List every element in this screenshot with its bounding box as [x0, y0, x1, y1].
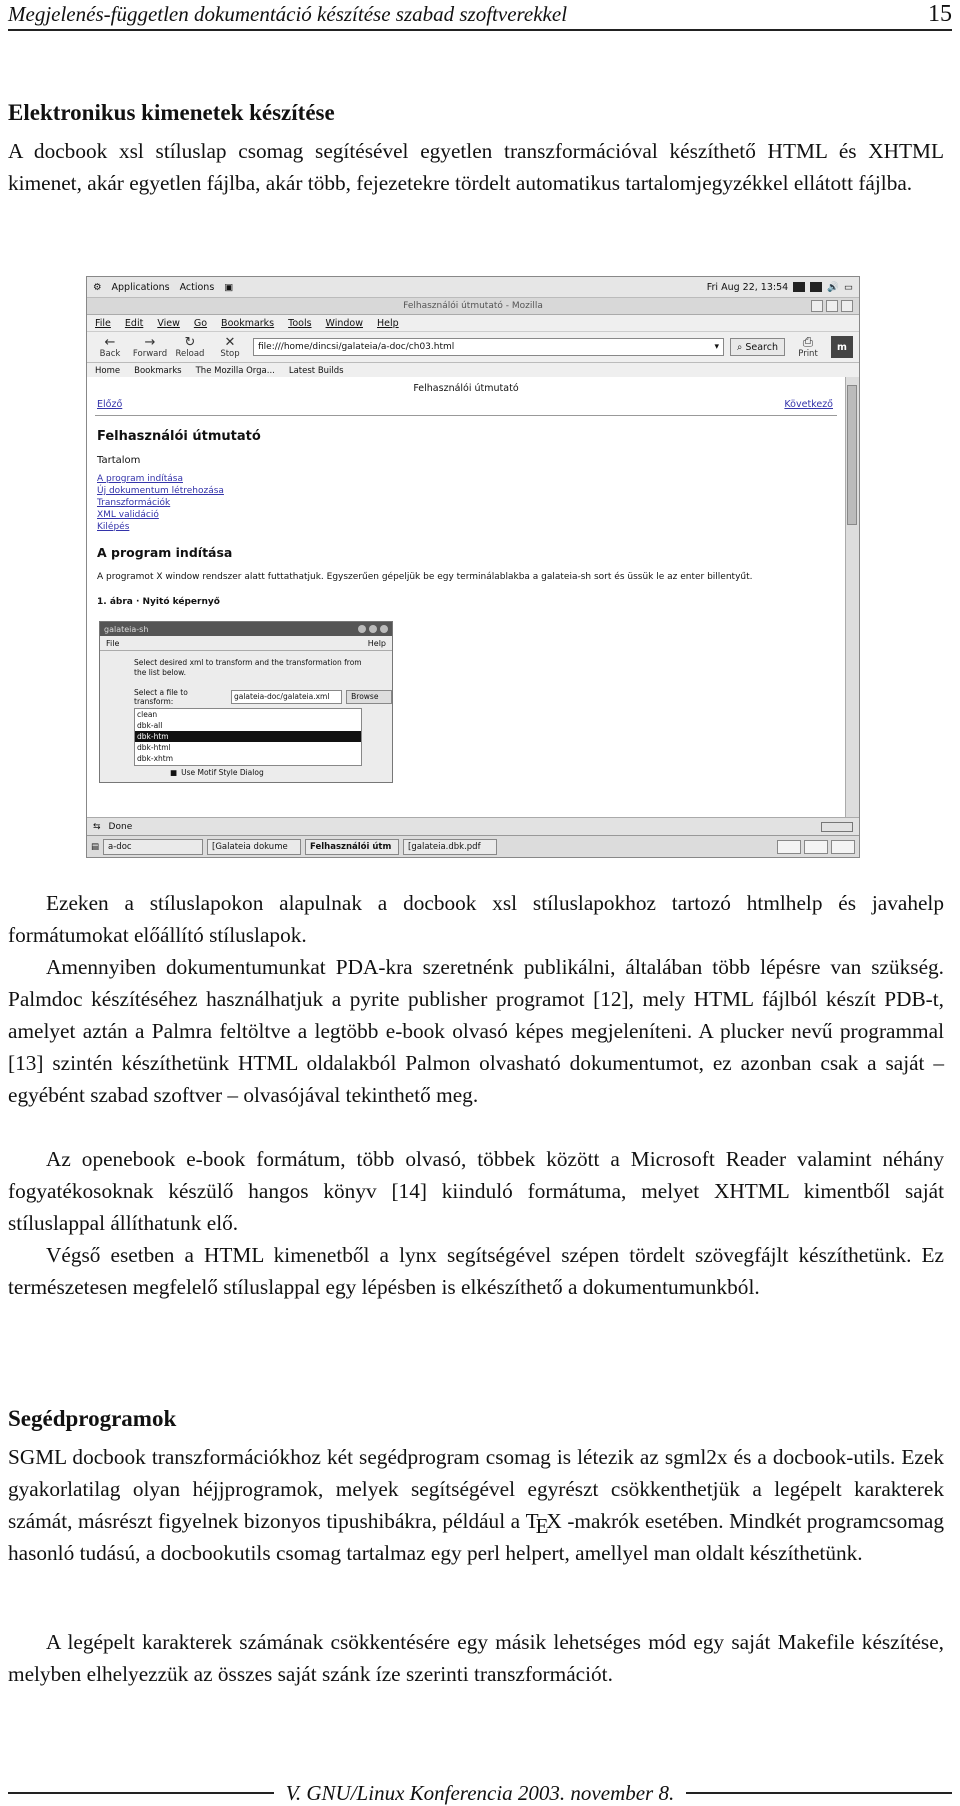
dialog-titlebar	[100, 622, 392, 636]
search-label: Search	[745, 341, 778, 353]
menu-view: View	[157, 317, 180, 329]
url-text: file:///home/dincsi/galateia/a-doc/ch03.html	[258, 342, 455, 352]
show-desktop-icon: ▤	[91, 841, 100, 852]
menu-edit: Edit	[124, 317, 144, 329]
clock: Fri Aug 22, 13:54	[706, 281, 789, 293]
actions-menu: Actions	[179, 281, 215, 293]
browser-titlebar	[87, 298, 859, 315]
menu-window: Window	[325, 317, 363, 329]
back-label: Back	[99, 348, 121, 359]
launcher-icon: ▣	[224, 281, 234, 293]
toc-link: Transzformációk	[97, 498, 171, 508]
forward-label: Forward	[132, 348, 168, 359]
search-icon: ⌕	[737, 341, 743, 353]
menu-bookmarks: Bookmarks	[221, 317, 275, 329]
reload-button	[173, 336, 207, 359]
list-item: dbk-xhtm	[137, 754, 174, 763]
desktop-panel	[87, 277, 859, 298]
dialog-transform-list	[134, 708, 362, 766]
section-heading-elektronikus: Elektronikus kimenetek készítése	[8, 100, 335, 125]
dialog-title: galateia-sh	[104, 624, 149, 634]
dialog-browse-button: Browse	[346, 690, 392, 704]
desktop-taskbar	[87, 835, 859, 857]
bookmark-mozilla-org: The Mozilla Orga...	[195, 366, 275, 376]
paragraph: Végső esetben a HTML kimenetből a lynx segítségével szépen tördelt szövegfájlt készíthetünk. Ez természetesen megfelelő stíluslappal egy lépésben is elkészíthető a dokumentumunkból.	[8, 1243, 944, 1299]
pager-icon	[831, 840, 855, 854]
browser-menubar	[87, 315, 859, 332]
back-arrow-icon: ←	[104, 334, 116, 350]
forward-arrow-icon: →	[144, 334, 156, 350]
taskbar-item: a-doc	[103, 839, 203, 855]
footer-rule	[686, 1792, 952, 1794]
list-item: dbk-html	[137, 743, 171, 752]
pager-icon	[777, 840, 801, 854]
checkbox-label: Use Motif Style Dialog	[181, 768, 264, 777]
menu-go: Go	[193, 317, 208, 329]
search-button	[730, 338, 785, 356]
workspace-icon	[810, 282, 822, 292]
toc-links	[97, 473, 224, 533]
print-button	[791, 336, 825, 359]
dialog-menu-help: Help	[367, 638, 386, 648]
taskbar-item: [galateia.dbk.pdf	[403, 839, 497, 855]
mozilla-logo-icon: m	[831, 336, 853, 358]
paragraph-text: -makrók esetében. Mindkét programcsomag hasonló tudású, a docbookutils csomag tartalmaz egy perl helpert, amellyel man oldalt készíthetünk.	[8, 1509, 944, 1565]
footer-rule	[8, 1792, 274, 1794]
taskbar-item-active: Felhasználói útm	[305, 839, 399, 855]
taskbar-item: [Galateia dokume	[207, 839, 301, 855]
page-header	[8, 0, 952, 31]
divider	[95, 415, 837, 416]
tex-letter: X	[546, 1509, 562, 1533]
paragraph: Amennyiben dokumentumunkat PDA-kra szeretnénk publikálni, általában több lépésre van szükség. Palmdoc készítéséhez használhatjuk a pyrite publisher programot [12], mely HTML fájlból készít PDB-t, amelyet aztán a Palmra feltöltve a legtöbb e-book olvasó képes megjeleníteni. A plucker nevű programmal [13] szintén készíthetünk HTML oldalakból Palmon olvasható dokumentumot, ez azonban csak a saját – egyébént szabad szoftver – olvasójával tekinthető meg.	[8, 955, 944, 1107]
dialog-menu-file: File	[106, 638, 120, 648]
prev-link: Előző	[97, 399, 123, 410]
stop-icon: ✕	[224, 334, 236, 350]
doc-section-title: A program indítása	[97, 545, 233, 560]
dialog-text-line: the list below.	[134, 668, 186, 677]
doc-title: Felhasználói útmutató	[97, 429, 261, 444]
dialog-file-label: Select a file to transform:	[134, 688, 188, 706]
url-bar	[253, 338, 724, 356]
toc-link: Új dokumentum létrehozása	[97, 486, 224, 496]
reload-label: Reload	[175, 348, 205, 359]
print-label: Print	[798, 348, 818, 359]
doc-figure-caption: 1. ábra · Nyitó képernyő	[97, 597, 220, 607]
stop-button	[213, 336, 247, 359]
forward-button	[133, 336, 167, 359]
tex-logo	[525, 1509, 562, 1538]
applications-menu: Applications	[111, 281, 170, 293]
list-item-selected: dbk-htm	[135, 731, 361, 742]
paragraph-text: SGML docbook transzformációkhoz két segédprogram csomag is létezik az sgml2x és a docbook-utils. Ezek gyakorlatilag olyan héjjprogramok, melyek segítségével egyrészt csökkenthetjük a legépelt karakterek számát, másrészt figyelnek bizonyos tipushibákra, például a	[8, 1445, 944, 1533]
close-icon	[841, 300, 853, 312]
dialog-file-input: galateia-doc/galateia.xml	[231, 690, 342, 704]
dialog-button-icon	[358, 625, 366, 633]
maximize-icon	[826, 300, 838, 312]
status-text: Done	[108, 821, 133, 832]
checkbox-icon: ■	[170, 768, 178, 777]
dialog-file-row	[134, 688, 392, 706]
status-icon: ⇆	[93, 821, 101, 832]
window-title: Felhasználói útmutató - Mozilla	[403, 301, 543, 311]
dialog-button-icon	[380, 625, 388, 633]
dropdown-icon: ▾	[714, 342, 720, 352]
bookmark-latest-builds: Latest Builds	[288, 366, 344, 376]
bookmark-bookmarks: Bookmarks	[134, 366, 182, 376]
paragraph	[8, 1441, 944, 1569]
doc-paragraph: A programot X window rendszer alatt futtathatjuk. Egyszerűen gépeljük be egy terminálablakba a galateia-sh sort és üssük le az enter billentyűt.	[97, 572, 753, 582]
galateia-dialog	[99, 621, 393, 783]
page-footer	[8, 1782, 952, 1804]
menu-file: File	[95, 317, 111, 329]
list-item: dbk-all	[137, 721, 163, 730]
section-heading-segedprogramok: Segédprogramok	[8, 1406, 177, 1431]
tex-letter: E	[535, 1514, 549, 1538]
stop-label: Stop	[220, 348, 240, 359]
tray-icon: ▭	[844, 281, 853, 293]
paragraph: A docbook xsl stíluslap csomag segítésével egyetlen transzformációval készíthető HTML és XHTML kimenet, akár egyetlen fájlba, akár több, fejezetekre tördelt automatikus tartalomjegyzékkel ellátott fájlba.	[8, 139, 944, 195]
pager-icon	[804, 840, 828, 854]
browser-statusbar	[87, 817, 859, 835]
toc-link: A program indítása	[97, 474, 183, 484]
scrollbar-thumb	[847, 385, 857, 525]
toc-link: XML validáció	[97, 510, 159, 520]
toc-link: Kilépés	[97, 522, 130, 532]
dialog-checkbox	[170, 768, 264, 777]
tex-letter: T	[525, 1509, 539, 1533]
browser-scrollbar	[845, 377, 859, 817]
paragraph: A legépelt karakterek számának csökkentésére egy másik lehetséges mód egy saját Makefile készítése, melyben elhelyezzük az összes saját szánk íze szerinti transzformációt.	[8, 1630, 944, 1686]
workspace-icon	[793, 282, 805, 292]
dialog-button-icon	[369, 625, 377, 633]
dialog-instructions	[134, 658, 362, 678]
page-number: 15	[928, 1, 952, 27]
bookmark-home: Home	[95, 366, 121, 376]
doc-top-title: Felhasználói útmutató	[413, 383, 519, 394]
print-icon: ⎙	[802, 334, 814, 350]
toc-heading: Tartalom	[97, 455, 141, 466]
browser-navbar	[87, 332, 859, 363]
screenshot-figure	[86, 276, 860, 858]
footer-text: V. GNU/Linux Konferencia 2003. november 8.	[285, 1780, 675, 1805]
browser-content	[87, 377, 845, 817]
apps-icon: ⚙	[93, 281, 102, 293]
paragraph: Az openebook e-book formátum, több olvasó, többek között a Microsoft Reader valamint néhány fogyatékosoknak készülő hangos könyv [14] kiinduló formátuma, melyet XHTML kimentből saját stíluslappal állíthatunk elő.	[8, 1147, 944, 1235]
menu-tools: Tools	[288, 317, 312, 329]
volume-icon: 🔊	[827, 281, 840, 293]
list-item: clean	[137, 710, 158, 719]
next-link: Következő	[784, 399, 833, 410]
dialog-menubar	[100, 636, 392, 651]
progress-bar	[821, 822, 853, 832]
back-button	[93, 336, 127, 359]
menu-help: Help	[377, 317, 399, 329]
running-title: Megjelenés-független dokumentáció készítése szabad szoftverekkel	[8, 2, 568, 26]
paragraph: Ezeken a stíluslapokon alapulnak a docbook xsl stíluslapokhoz tartozó htmlhelp és javahelp formátumokat előállító stíluslapok.	[8, 891, 944, 947]
minimize-icon	[811, 300, 823, 312]
reload-icon: ↻	[184, 334, 196, 350]
dialog-text-line: Select desired xml to transform and the transformation from	[134, 658, 362, 667]
